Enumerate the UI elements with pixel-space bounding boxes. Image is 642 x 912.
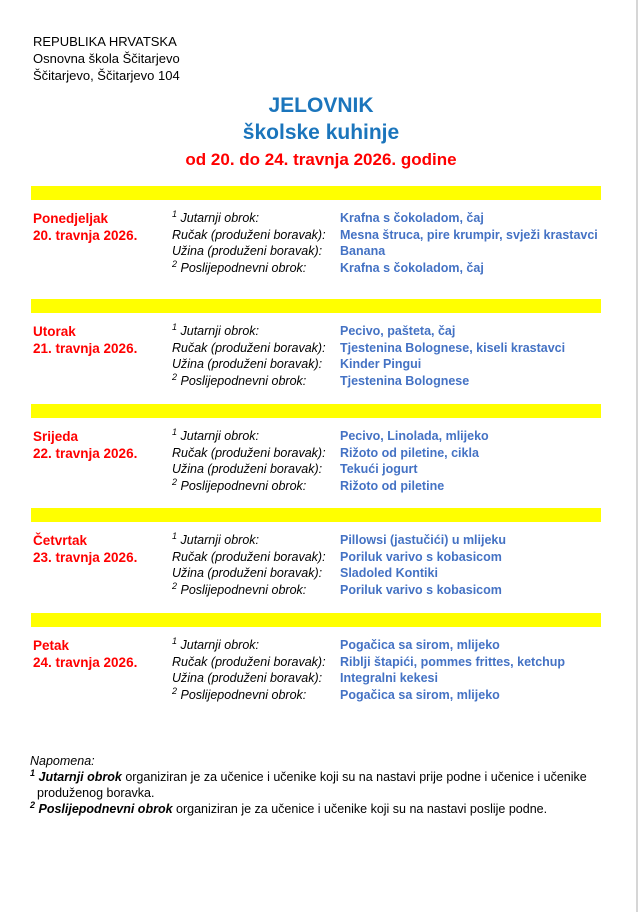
meal-value: Tjestenina Bolognese, kiseli krastavci [340, 340, 566, 355]
note-title: Napomena: [30, 754, 95, 768]
meal-row [172, 532, 601, 549]
meal-label: Užina (produženi boravak): [172, 244, 323, 259]
meal-row [172, 461, 601, 478]
meal-row [172, 445, 601, 462]
meal-value: Kinder Pingui [340, 357, 422, 372]
day-name: Petak [33, 638, 70, 653]
footnote-term: Jutarnji obrok [35, 770, 122, 785]
note-section [30, 753, 602, 817]
meal-label: $^2$ Poslijepodnevni obrok: [172, 371, 307, 389]
meal-label: Užina (produženi boravak): [172, 357, 323, 372]
footnote-superscript: 2 [30, 800, 36, 811]
meal-row [172, 356, 601, 373]
day-date: 20. travnja 2026. [33, 228, 138, 243]
meal-label: $^1$ Jutarnji obrok: [172, 209, 259, 226]
meal-superscript: 2 [172, 476, 178, 487]
menu-title [0, 92, 642, 173]
meal-label: Ručak (produženi boravak): [172, 340, 326, 355]
meal-superscript: 2 [172, 258, 178, 269]
meal-value: Tjestenina Bolognese [340, 373, 470, 388]
meal-label: Ručak (produženi boravak): [172, 549, 326, 564]
meal-superscript: 2 [172, 580, 178, 591]
day-date: 22. travnja 2026. [33, 446, 138, 461]
meal-value: Rižoto od piletine [340, 478, 445, 493]
meal-row [172, 654, 601, 671]
meal-label: $^1$ Jutarnji obrok: [172, 322, 259, 339]
meal-value: Pillowsi (jastučići) u mlijeku [340, 533, 507, 547]
meal-label: Ručak (produženi boravak): [172, 654, 326, 669]
meal-value: Pecivo, Linolada, mlijeko [340, 429, 489, 443]
meal-value: Poriluk varivo s kobasicom [340, 549, 502, 564]
meal-row [172, 210, 601, 227]
separator-bar [31, 508, 601, 522]
menu-title-sub: školske kuhinje [242, 121, 400, 144]
meal-superscript: 1 [172, 322, 178, 332]
meal-row [172, 549, 601, 566]
footnote-term: Poslijepodnevni obrok [35, 802, 173, 817]
meal-value: Banana [340, 244, 386, 259]
meal-label: Užina (produženi boravak): [172, 671, 323, 686]
meal-row [172, 227, 601, 244]
menu-date-range: od 20. do 24. travnja 2026. godine [185, 150, 457, 169]
meal-label: Ručak (produženi boravak): [172, 227, 326, 242]
meal-label: Ručak (produženi boravak): [172, 445, 326, 460]
meal-value: Riblji štapići, pommes frittes, ketchup [340, 654, 566, 669]
meal-label: $^2$ Poslijepodnevni obrok: [172, 580, 307, 598]
day-date: 24. travnja 2026. [33, 655, 138, 670]
footnote-superscript: 1 [30, 768, 36, 778]
meal-row [172, 260, 601, 277]
meal-superscript: 1 [172, 636, 178, 646]
meal-label: $^1$ Jutarnji obrok: [172, 427, 259, 444]
meal-superscript: 2 [172, 685, 178, 696]
meal-row [172, 323, 601, 340]
separator-bar [31, 404, 601, 418]
day-name: Ponedjeljak [33, 211, 109, 226]
meal-superscript: 1 [172, 427, 178, 437]
school-name: Osnovna škola Ščitarjevo [33, 51, 180, 66]
meal-value: Integralni kekesi [340, 671, 438, 686]
footnote-jutarnji [30, 769, 602, 801]
meal-value: Mesna štruca, pire krumpir, svježi krastavci [340, 227, 598, 242]
school-header [33, 33, 180, 84]
meal-value: Tekući jogurt [340, 462, 418, 477]
meal-label: $^2$ Poslijepodnevni obrok: [172, 685, 307, 703]
meal-label: Užina (produženi boravak): [172, 462, 323, 477]
meal-value: Rižoto od piletine, cikla [340, 445, 479, 460]
meal-superscript: 1 [172, 209, 178, 219]
meal-value: Poriluk varivo s kobasicom [340, 582, 502, 597]
footnote-poslijepodnevni [30, 801, 602, 817]
meal-row [172, 373, 601, 390]
school-address: Ščitarjevo, Ščitarjevo 104 [33, 68, 180, 83]
meal-row [172, 478, 601, 495]
country-name: REPUBLIKA HRVATSKA [33, 34, 177, 49]
meal-value: Pogačica sa sirom, mlijeko [340, 638, 500, 652]
meal-superscript: 1 [172, 531, 178, 541]
meal-row [172, 428, 601, 445]
separator-bar [31, 613, 601, 627]
day-name: Srijeda [33, 429, 79, 444]
meal-label: $^1$ Jutarnji obrok: [172, 636, 259, 653]
separator-bar [31, 299, 601, 313]
footnote-text: organiziran je za učenice i učenike koji su na nastavi prije podne i učenice i učenike produženog boravka. [37, 770, 587, 801]
meal-label: $^1$ Jutarnji obrok: [172, 531, 259, 548]
meal-row [172, 670, 601, 687]
meal-label: $^2$ Poslijepodnevni obrok: [172, 258, 307, 276]
footnote-text: organiziran je za učenice i učenike koji su na nastavi poslije podne. [172, 802, 548, 817]
day-date: 21. travnja 2026. [33, 341, 138, 356]
day-name: Četvrtak [33, 533, 88, 548]
separator-bar [31, 186, 601, 200]
meal-value: Pecivo, pašteta, čaj [340, 324, 456, 338]
day-date: 23. travnja 2026. [33, 550, 138, 565]
meal-row [172, 637, 601, 654]
menu-title-main: JELOVNIK [268, 94, 374, 117]
meal-value: Pogačica sa sirom, mlijeko [340, 687, 500, 702]
meal-row [172, 687, 601, 704]
meal-row [172, 565, 601, 582]
meal-label: Užina (produženi boravak): [172, 566, 323, 581]
meal-value: Sladoled Kontiki [340, 566, 438, 581]
day-name: Utorak [33, 324, 76, 339]
meal-row [172, 340, 601, 357]
meal-row [172, 243, 601, 260]
meal-value: Krafna s čokoladom, čaj [340, 260, 484, 275]
meal-value: Krafna s čokoladom, čaj [340, 211, 484, 225]
meal-superscript: 2 [172, 371, 178, 382]
meal-row [172, 582, 601, 599]
meal-label: $^2$ Poslijepodnevni obrok: [172, 476, 307, 494]
